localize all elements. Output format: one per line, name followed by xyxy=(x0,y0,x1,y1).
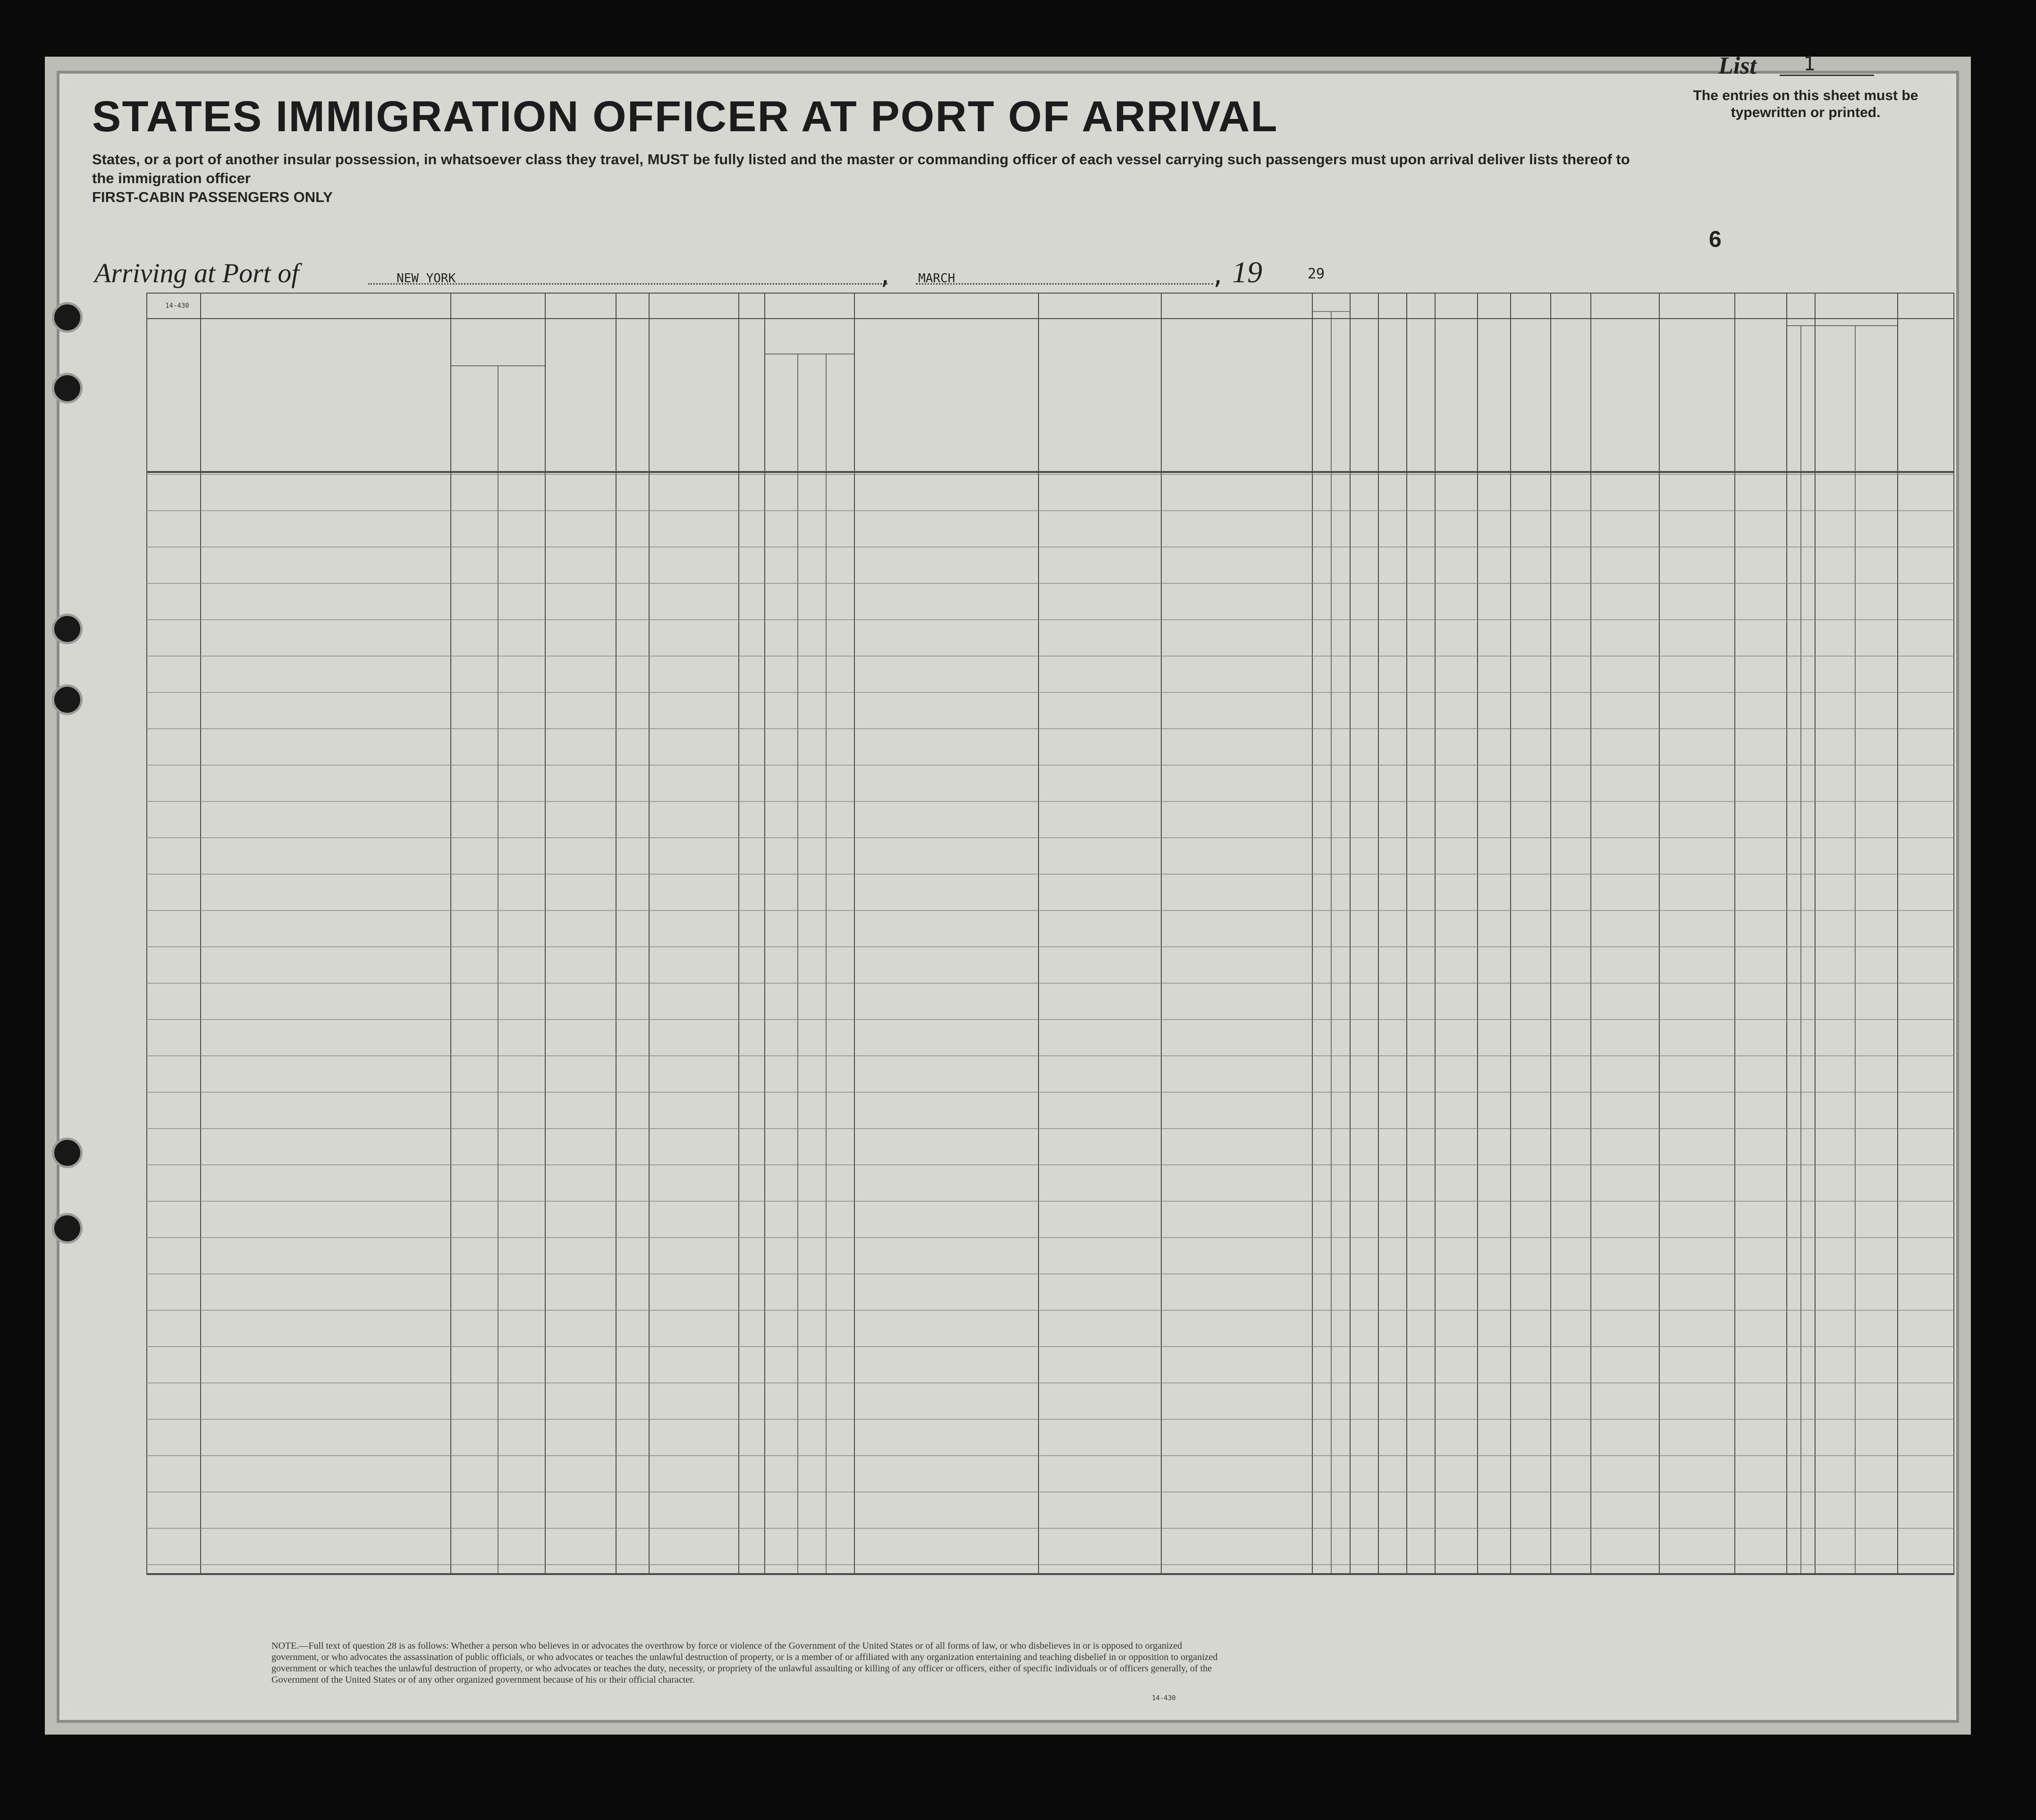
year-prefix: 19 xyxy=(1232,255,1262,289)
typewritten-note: The entries on this sheet must be typewritten or printed. xyxy=(1693,88,1918,120)
month-value: MARCH xyxy=(918,271,955,286)
footnote-form-code: 14-430 xyxy=(1152,1694,1176,1702)
year-suffix: 29 xyxy=(1308,266,1325,282)
footnote: NOTE.—Full text of question 28 is as follows: Whether a person who believes in or advocates the overthrow by force or violence of the Government of the United States or of all forms of law, or who disbelieves in or is opposed to organized government, or who advocates the assassination of public officials, or who advocates or teaches the unlawful destruction of property, or is a member of or affiliated with any organization entertaining and teaching disbelief in or opposition to organized government or which teaches the unlawful destruction of property, or who advocates or teaches the duty, necessity, or propriety of the unlawful assaulting or killing of any officer or officers, either of specific individuals or of officers generally, of the Government of the United States or of any other organized government because of his or their official character. xyxy=(271,1641,1218,1685)
separator: , xyxy=(878,262,893,289)
punch-hole xyxy=(52,684,83,715)
punch-hole xyxy=(52,373,83,404)
arriving-label: Arriving at Port of xyxy=(94,258,299,288)
separator: , xyxy=(1211,262,1225,289)
month-underline xyxy=(916,283,1213,285)
instructions xyxy=(92,150,1650,207)
port-underline xyxy=(368,283,887,285)
port-value: NEW YORK xyxy=(397,271,456,286)
instructions-line: States, or a port of another insular possession, in whatsoever class they travel, MUST be fully listed and the master or commanding officer of each vessel carrying such passengers must upon arrival deliver lists thereof to the immigration officer xyxy=(92,151,1630,186)
punch-hole xyxy=(52,302,83,333)
table-grid xyxy=(146,293,1954,1576)
page-title: STATES IMMIGRATION OFFICER AT PORT OF ARRIVAL xyxy=(92,93,1278,141)
instructions-line: FIRST-CABIN PASSENGERS ONLY xyxy=(92,189,333,205)
list-underline xyxy=(1780,75,1874,76)
sheet-number: 6 xyxy=(1709,227,1722,252)
punch-hole xyxy=(52,1138,83,1168)
list-label: List xyxy=(1718,52,1757,79)
form-code: 14-430 xyxy=(165,302,189,310)
punch-hole xyxy=(52,614,83,644)
manifest-table xyxy=(146,293,1954,1576)
list-number: 1 xyxy=(1803,52,1816,75)
punch-hole xyxy=(52,1213,83,1244)
